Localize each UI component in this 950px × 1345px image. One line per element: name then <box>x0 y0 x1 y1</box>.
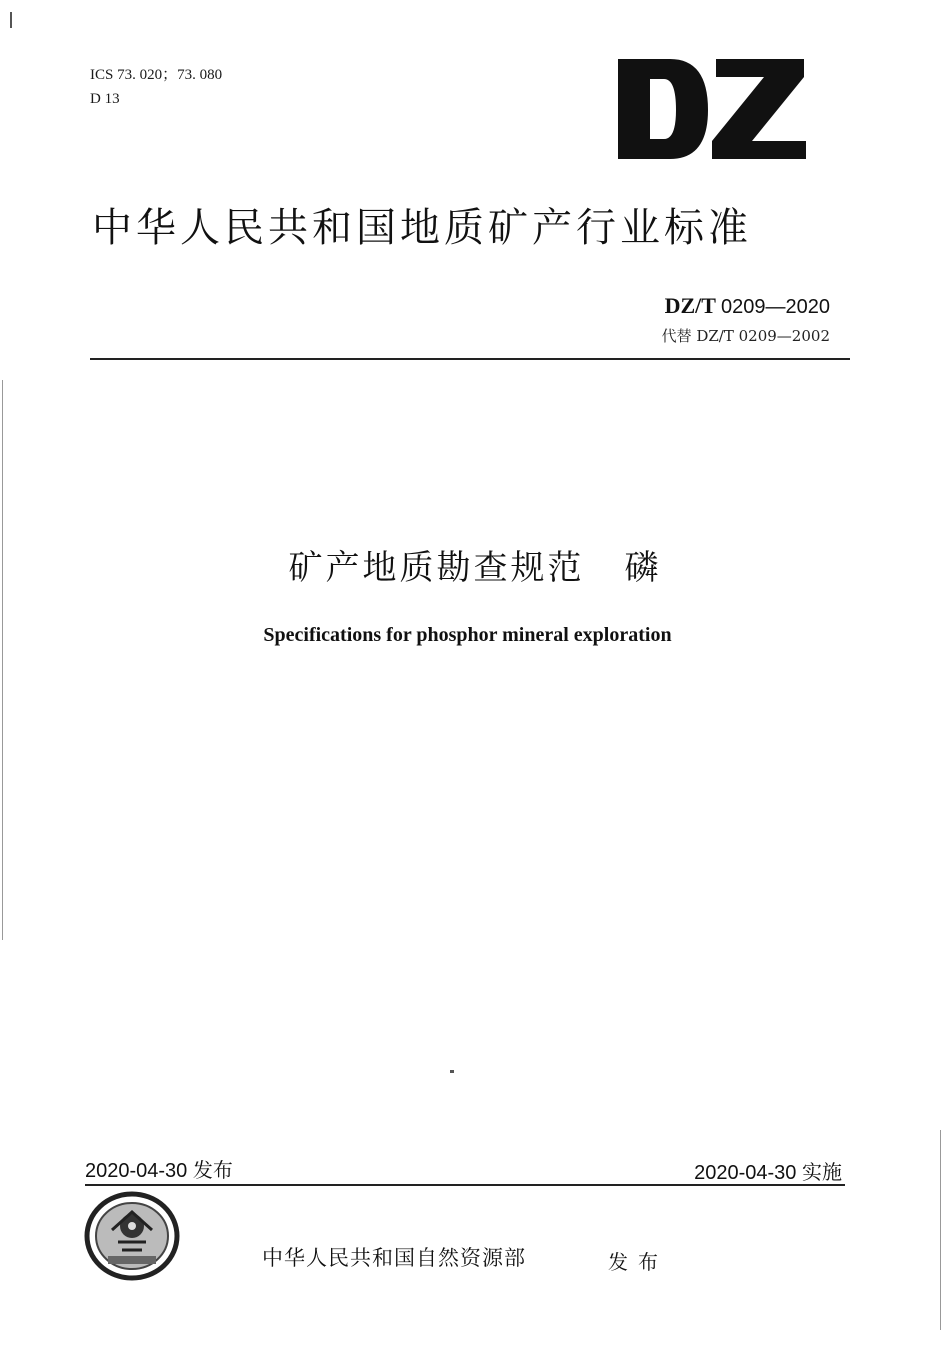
bottom-divider <box>85 1184 845 1186</box>
document-title-mineral: 磷 <box>624 548 662 588</box>
category-title: 中华人民共和国地质矿产行业标准 <box>92 205 752 251</box>
issued-label: 发布 <box>608 1250 668 1274</box>
official-seal-icon <box>82 1190 182 1282</box>
scan-edge-right <box>940 1130 941 1330</box>
scan-speck <box>450 1070 454 1073</box>
scan-edge-left <box>2 380 3 940</box>
document-title <box>0 540 950 589</box>
dz-logo <box>612 55 812 165</box>
document-title-english: Specifications for phosphor mineral exploration <box>263 624 672 646</box>
standard-code-prefix: DZ/T <box>664 293 716 318</box>
top-divider <box>90 358 850 360</box>
replaces-note: 代替 DZ/T 0209—2002 <box>661 327 830 345</box>
effective-date: 2020-04-30 实施 <box>694 1162 842 1184</box>
publish-date: 2020-04-30 发布 <box>85 1160 233 1182</box>
standard-code-number: 0209—2020 <box>721 296 830 318</box>
document-title-main: 矿产地质勘查规范 <box>288 548 585 588</box>
ics-code: ICS 73. 020；73. 080 <box>90 67 223 83</box>
standard-code <box>665 293 830 319</box>
issuing-authority: 中华人民共和国自然资源部 <box>262 1246 526 1270</box>
ccs-code: D 13 <box>90 91 120 107</box>
classification-codes <box>90 63 222 111</box>
scan-artifact <box>10 12 12 28</box>
